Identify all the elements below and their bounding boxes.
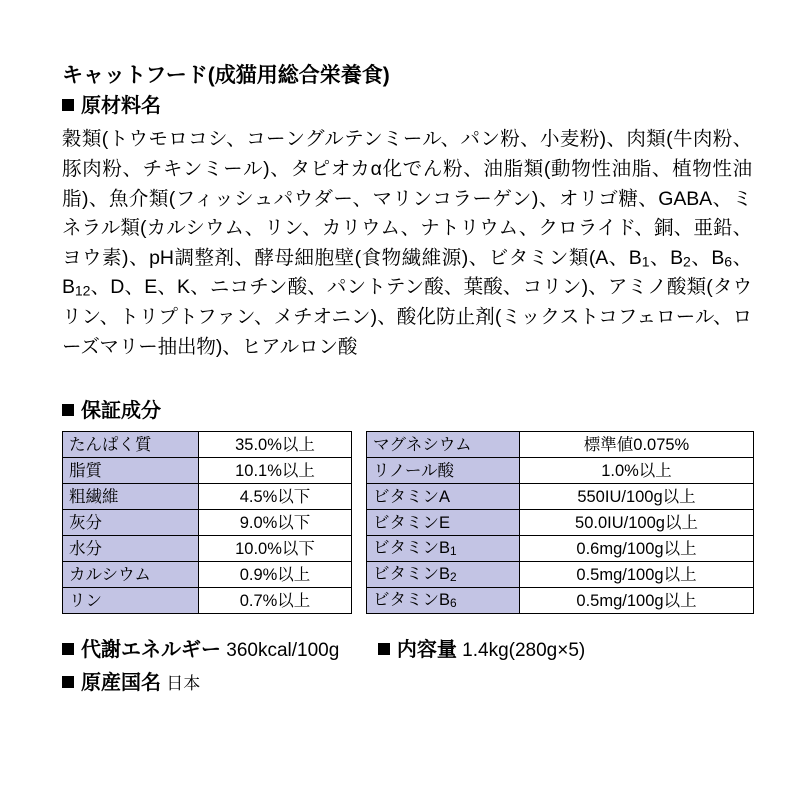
nutrient-value: 50.0IU/100g以上 [520, 510, 754, 536]
nutrient-value: 0.7%以上 [199, 588, 352, 614]
ingredients-heading-label: 原材料名 [81, 95, 161, 118]
table-row [63, 510, 352, 536]
nutrient-value: 1.0%以上 [520, 458, 754, 484]
netweight-value: 1.4kg(280g×5) [462, 640, 586, 662]
table-row [63, 432, 352, 458]
nutrient-label: マグネシウム [367, 432, 520, 458]
nutrient-label: 灰分 [63, 510, 199, 536]
table-row [367, 510, 754, 536]
table-row [63, 562, 352, 588]
origin-row [62, 667, 742, 699]
table-row [63, 588, 352, 614]
nutrient-label: カルシウム [63, 562, 199, 588]
ingredients-text: 穀類(トウモロコシ、コーングルテンミール、パン粉、小麦粉)、肉類(牛肉粉、豚肉粉、チキンミール)、タピオカα化でん粉、油脂類(動物性油脂、植物性油脂)、魚介類(フィッシュパウダー、マリンコラーゲン)、オリゴ糖、GABA、ミネラル類(カルシウム、リン、カリウム、ナトリウム、クロライド、銅、亜鉛、ヨウ素)、pH調整剤、酵母細胞壁(食物繊維源)、ビタミン類(A、$B_1$、$B_2$、$B_6$、$B_{12}$、D、E、K、ニコチン酸、パントテン酸、葉酸、コリン)、アミノ酸類(タウリン、トリプトファン、メチオニン)、酸化防止剤(ミックストコフェロール、ローズマリー抽出物)、ヒアルロン酸 [62, 128, 752, 358]
bullet-square-icon [62, 404, 74, 416]
nutrient-value: 35.0%以上 [199, 432, 352, 458]
energy-and-netweight-row [62, 634, 742, 666]
nutrient-label: 粗繊維 [63, 484, 199, 510]
page-title: キャットフード(成猫用総合栄養食) [62, 64, 390, 87]
nutrient-label: リン [63, 588, 199, 614]
nutrient-label: ビタミン$B_6$ [367, 588, 520, 614]
origin-label: 原産国名 [81, 671, 161, 694]
nutrient-value: 標準値0.075% [520, 432, 754, 458]
nutrient-value: 0.5mg/100g以上 [520, 562, 754, 588]
table-row [367, 484, 754, 510]
nutrient-value: 4.5%以下 [199, 484, 352, 510]
guaranteed-heading [62, 394, 742, 423]
guaranteed-table-right [366, 431, 754, 614]
nutrient-value: 0.5mg/100g以上 [520, 588, 754, 614]
table-row [63, 458, 352, 484]
netweight-label: 内容量 [396, 639, 457, 662]
table-row [367, 458, 754, 484]
nutrient-value: 0.9%以上 [199, 562, 352, 588]
bullet-square-icon [62, 99, 74, 111]
bullet-square-icon [62, 643, 74, 655]
table-row [367, 432, 754, 458]
nutrient-label: 水分 [63, 536, 199, 562]
table-row [367, 562, 754, 588]
energy-label: 代謝エネルギー [81, 639, 221, 662]
nutrient-label: ビタミン$B_2$ [367, 562, 520, 588]
nutrient-label: ビタミン$B_1$ [367, 536, 520, 562]
bullet-square-icon [62, 676, 74, 688]
nutrient-label: ビタミンE [367, 510, 520, 536]
nutrient-value: 10.1%以上 [199, 458, 352, 484]
nutrient-value: 550IU/100g以上 [520, 484, 754, 510]
nutrient-label: リノール酸 [367, 458, 520, 484]
guaranteed-table-left [62, 431, 352, 614]
nutrient-value: 0.6mg/100g以上 [520, 536, 754, 562]
guaranteed-heading-label: 保証成分 [81, 400, 161, 423]
nutrient-label: 脂質 [63, 458, 199, 484]
nutrient-label: たんぱく質 [63, 432, 199, 458]
table-row [63, 484, 352, 510]
nutrient-value: 9.0%以下 [199, 510, 352, 536]
nutrient-value: 10.0%以下 [199, 536, 352, 562]
footer-info [62, 634, 742, 699]
origin-value: 日本 [166, 673, 201, 693]
table-row [367, 588, 754, 614]
guaranteed-analysis-tables [62, 431, 754, 614]
bullet-square-icon [378, 643, 390, 655]
ingredients-heading [62, 93, 742, 120]
table-row [367, 536, 754, 562]
table-row [63, 536, 352, 562]
energy-value: 360kcal/100g [226, 640, 340, 662]
nutrient-label: ビタミンA [367, 484, 520, 510]
